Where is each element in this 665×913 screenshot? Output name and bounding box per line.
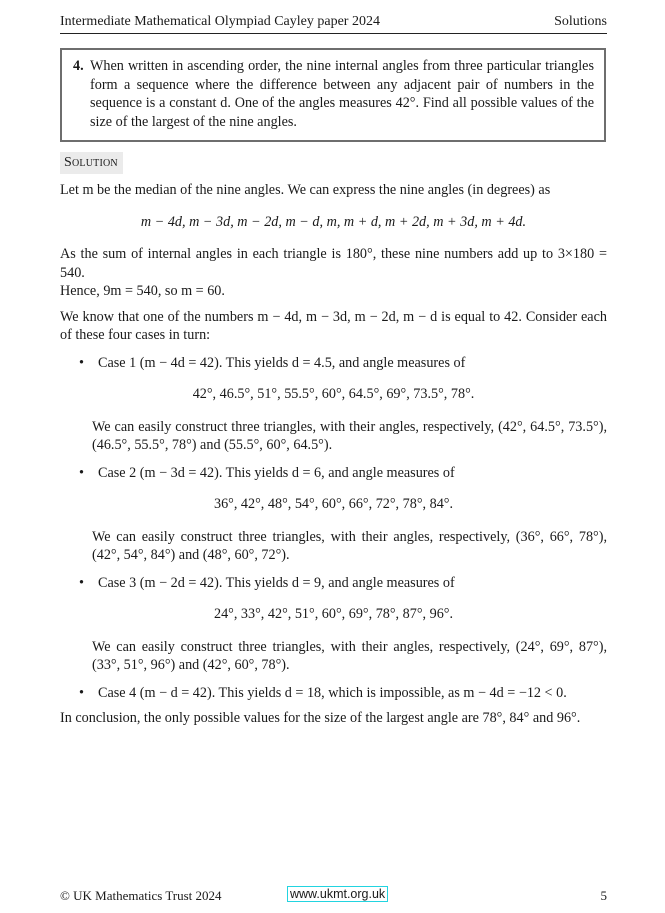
- sequence-expression: m − 4d, m − 3d, m − 2d, m − d, m, m + d, m + 2d, m + 3d, m + 4d.: [140, 213, 527, 230]
- case-1-angles: 42°, 46.5°, 51°, 55.5°, 60°, 64.5°, 69°, 73.5°, 78°.: [192, 386, 475, 402]
- case-1: [60, 354, 607, 373]
- solution-body: [60, 152, 607, 728]
- case-2-construction: We can easily construct three triangles, with their angles, respectively, (36°, 66°, 78°), (42°, 54°, 84°) and (48°, 60°, 72°).: [92, 528, 607, 563]
- header-section: Solutions: [554, 14, 607, 29]
- case-4: [60, 684, 607, 703]
- sum-paragraph-line1: As the sum of internal angles in each triangle is 180°, these nine numbers add up to 3×180 = 540.: [60, 246, 607, 281]
- case-3-construction: We can easily construct three triangles, with their angles, respectively, (24°, 69°, 87°), (33°, 51°, 96°) and (42°, 60°, 78°).: [92, 638, 607, 673]
- cases-intro: We know that one of the numbers m − 4d, m − 3d, m − 2d, m − d is equal to 42. Consider each of these four cases in turn:: [60, 308, 607, 343]
- conclusion: In conclusion, the only possible values for the size of the largest angle are 78°, 84° and 96°.: [60, 710, 581, 726]
- case-3-heading: Case 3 (m − 2d = 42). This yields d = 9, and angle measures of: [98, 574, 455, 591]
- footer-copyright: © UK Mathematics Trust 2024: [60, 888, 222, 903]
- case-2-angles: 36°, 42°, 48°, 54°, 60°, 66°, 72°, 78°, 84°.: [213, 496, 454, 512]
- footer-website-link[interactable]: www.ukmt.org.uk: [287, 886, 388, 902]
- bullet-icon: •: [79, 684, 84, 701]
- bullet-icon: •: [79, 354, 84, 371]
- sum-paragraph-line2: Hence, 9m = 540, so m = 60.: [60, 283, 225, 299]
- problem-box: [60, 48, 606, 142]
- page-header: [60, 14, 607, 34]
- case-1-heading: Case 1 (m − 4d = 42). This yields d = 4.5, and angle measures of: [98, 354, 466, 371]
- solution-label: Solution: [60, 152, 123, 174]
- case-1-construction: We can easily construct three triangles, with their angles, respectively, (42°, 64.5°, 73.5°), (46.5°, 55.5°, 78°) and (55.5°, 60°, 64.5°).: [92, 418, 607, 453]
- page-footer: [60, 886, 607, 906]
- case-4-heading: Case 4 (m − d = 42). This yields d = 18, which is impossible, as m − 4d = −12 < 0.: [98, 684, 567, 701]
- case-2-heading: Case 2 (m − 3d = 42). This yields d = 6, and angle measures of: [98, 464, 455, 481]
- page-number: 5: [600, 888, 607, 903]
- bullet-icon: •: [79, 574, 84, 591]
- case-3-angles: 24°, 33°, 42°, 51°, 60°, 69°, 78°, 87°, 96°.: [213, 606, 454, 622]
- solution-intro: Let m be the median of the nine angles. We can express the nine angles (in degrees) as: [60, 182, 551, 198]
- bullet-icon: •: [79, 464, 84, 481]
- case-3: [60, 574, 607, 593]
- header-title: Intermediate Mathematical Olympiad Cayley paper 2024: [60, 14, 380, 29]
- problem-statement: When written in ascending order, the nine internal angles from three particular triangles form a sequence where the difference between any adjacent pair of numbers in the sequence is a constant d. One of the angles measures 42°. Find all possible values of the size of the largest of the nine angles.: [90, 58, 594, 130]
- problem-number: 4.: [73, 58, 84, 74]
- case-2: [60, 464, 607, 483]
